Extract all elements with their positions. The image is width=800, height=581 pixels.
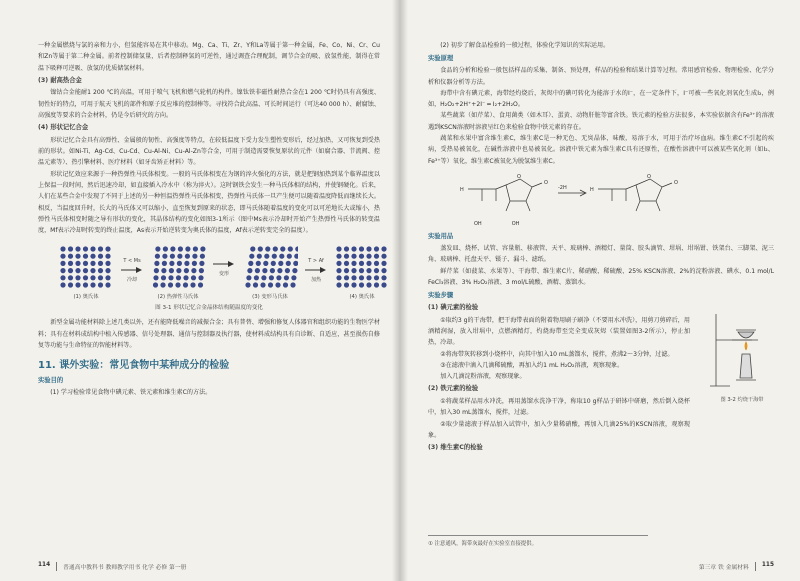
lattice-atom <box>191 276 196 281</box>
lattice-atom <box>279 254 284 259</box>
lattice-atom <box>359 276 364 281</box>
lattice-atom <box>264 254 269 259</box>
lattice-atom <box>68 261 73 266</box>
lattice-atom <box>75 268 80 273</box>
lattice-atom <box>199 268 204 273</box>
figure-caption: 图 3-2 灼烧干海带 <box>720 397 764 404</box>
lattice-atom <box>283 283 288 288</box>
lattice-atom <box>351 276 356 281</box>
lattice-atom <box>162 254 167 259</box>
lattice-atom <box>280 247 285 252</box>
lattice-atom <box>374 254 379 259</box>
lattice-atom <box>90 247 95 252</box>
lattice-atom <box>250 247 255 252</box>
page-number: 115 <box>761 562 774 568</box>
paragraph: 新型金属功能材料除上述几类以外，还有能降低噪音的减振合金；具有普替、增强和修复人体器官和组织功能的生物医学材料；具有在材料成结构中植入传感器、信号处理器、通信与控制器及执行器，使材料成结构具有自诊断、自适应，甚至损伤自修复等功能与生命特征的智能材料等。 <box>38 319 380 350</box>
principle-heading: 实验原理 <box>428 55 454 63</box>
lattice-atom <box>163 247 168 252</box>
lattice-atom <box>176 268 181 273</box>
lattice-atom <box>271 261 276 266</box>
lattice-label: (2) 热弹性马氏体 <box>157 294 199 301</box>
lattice-atom <box>90 254 95 259</box>
lattice-atom <box>98 261 103 266</box>
crucible-figure <box>706 310 778 403</box>
lattice-atom <box>374 268 379 273</box>
lattice-atom <box>90 261 95 266</box>
lattice-atom <box>184 268 189 273</box>
lattice-atom <box>169 261 174 266</box>
lattice-atom <box>344 283 349 288</box>
lattice-atom <box>255 268 260 273</box>
lattice-atom <box>286 261 291 266</box>
lattice-label: (4) 奥氏体 <box>349 294 375 301</box>
step-heading: (2) 铁元素的检验 <box>428 385 479 393</box>
lattice-atom <box>161 268 166 273</box>
lattice-atom <box>75 276 80 281</box>
lattice-atom <box>249 254 254 259</box>
lattice-atom <box>98 276 103 281</box>
lattice-atom <box>105 247 110 252</box>
paragraph: ①取约3 g的干海带，把干海带表面的附着物用刷子刷净（不要用水冲洗），用剪刀剪碎后，用酒精润湿，放入坩埚中，点燃酒精灯，灼烧海带至完全变成灰烬（装置如图3-2所示），停止加热，冷却。 <box>428 316 690 347</box>
lattice-atom <box>98 247 103 252</box>
lattice-figure <box>58 244 380 300</box>
lattice-atom <box>344 247 349 252</box>
lattice-atom <box>162 261 167 266</box>
lattice-atom <box>247 268 252 273</box>
lattice-austenite <box>58 244 114 300</box>
lattice-atom <box>260 283 265 288</box>
lattice-atom <box>359 268 364 273</box>
lattice-atom <box>75 254 80 259</box>
arrow-condition: T < Ms <box>123 258 141 265</box>
lattice-atom <box>359 247 364 252</box>
lattice-atom <box>176 276 181 281</box>
lattice-atom <box>292 268 297 273</box>
lattice-atom <box>284 276 289 281</box>
vitamin-c-structure <box>458 171 774 227</box>
lattice-austenite-final <box>334 244 390 300</box>
lattice-atom <box>98 283 103 288</box>
lattice-atom <box>60 268 65 273</box>
svg-text:O: O <box>544 179 548 186</box>
lattice-atom <box>192 261 197 266</box>
lattice-atom <box>275 283 280 288</box>
lattice-atom <box>170 247 175 252</box>
lattice-grid-icon <box>242 244 298 290</box>
arrow-heat <box>304 258 328 283</box>
lattice-atom <box>60 261 65 266</box>
book-title: 普通高中教科书 教师教学用书 化学 必修 第一册 <box>56 562 186 571</box>
lattice-atom <box>193 247 198 252</box>
lattice-grid-icon <box>58 244 114 290</box>
lattice-atom <box>160 283 165 288</box>
crucible-apparatus-icon <box>706 310 778 390</box>
lattice-atom <box>336 276 341 281</box>
lattice-atom <box>185 254 190 259</box>
section-title: 11. 课外实验：常见食物中某种成分的检验 <box>38 360 230 372</box>
lattice-atom <box>344 268 349 273</box>
lattice-atom <box>198 283 203 288</box>
lattice-atom <box>381 268 386 273</box>
paragraph: ③在滤液中滴入几滴稀硫酸，再加入约1 mL H₂O₂溶液，观察现象。 <box>440 361 624 369</box>
lattice-atom <box>248 261 253 266</box>
lattice-atom <box>273 247 278 252</box>
paragraph: (1) 学习检验常见食物中碘元素、铁元素和维生素C的方法。 <box>50 389 212 397</box>
lattice-atom <box>75 247 80 252</box>
svg-text:H: H <box>460 186 464 193</box>
materials-heading: 实验用品 <box>428 232 454 240</box>
lattice-atom <box>98 254 103 259</box>
lattice-atom <box>288 247 293 252</box>
lattice-label: (3) 变形马氏体 <box>252 294 288 301</box>
lattice-atom <box>336 247 341 252</box>
lattice-atom <box>184 261 189 266</box>
lattice-atom <box>295 247 298 252</box>
lattice-atom <box>60 247 65 252</box>
lattice-atom <box>170 254 175 259</box>
book-gutter <box>392 0 408 581</box>
lattice-label: (1) 奥氏体 <box>73 294 99 301</box>
lattice-atom <box>198 276 203 281</box>
lattice-atom <box>60 276 65 281</box>
lattice-atom <box>374 283 379 288</box>
struct-label: OH <box>511 220 520 227</box>
lattice-atom <box>168 283 173 288</box>
lattice-atom <box>278 261 283 266</box>
lattice-atom <box>68 254 73 259</box>
page-footer-left <box>38 562 186 571</box>
lattice-atom <box>168 276 173 281</box>
lattice-atom <box>245 283 250 288</box>
lattice-atom <box>169 268 174 273</box>
lattice-grid-icon <box>150 244 206 290</box>
lattice-atom <box>381 276 386 281</box>
lattice-atom <box>254 276 259 281</box>
lattice-atom <box>291 276 296 281</box>
right-page <box>400 0 800 581</box>
lattice-atom <box>336 268 341 273</box>
lattice-atom <box>344 261 349 266</box>
lattice-atom <box>265 247 270 252</box>
steps-heading: 实验步骤 <box>428 292 454 300</box>
lattice-atom <box>261 276 266 281</box>
lattice-atom <box>192 254 197 259</box>
paragraph: 镍钴合金能耐1 200 ℃的高温，可用于喷气飞机和燃气轮机的构件。镍钛铁非磁性耐热合金在1 200 ℃时仍具有高强度、韧性好的特点，可用于航天飞机的部件和原子反应堆的控制棒等。寻找符合此高温、可长时间运行（可达40 000 h）、耐腐蚀、高强度等要求的合金材料，仍是今后研究的方向。 <box>38 89 380 119</box>
right-arrow-icon <box>120 264 144 276</box>
lattice-atom <box>83 247 88 252</box>
svg-text:O: O <box>517 173 521 180</box>
lattice-atom <box>381 247 386 252</box>
lattice-atom <box>83 283 88 288</box>
subsection-heading: (3) 耐高热合金 <box>38 76 82 84</box>
lattice-atom <box>200 247 205 252</box>
step-heading: (1) 碘元素的检验 <box>428 304 479 312</box>
arrow-action: 变形 <box>218 271 229 278</box>
lattice-atom <box>268 283 273 288</box>
lattice-atom <box>359 254 364 259</box>
lattice-atom <box>90 283 95 288</box>
paragraph: ②将海带灰转移到小烧杯中，向其中加入10 mL蒸馏水，搅拌，煮沸2～3分钟，过滤。 <box>440 350 674 358</box>
step-heading: (3) 维生素C的检验 <box>428 444 483 452</box>
lattice-atom <box>270 268 275 273</box>
lattice-atom <box>253 283 258 288</box>
lattice-atom <box>183 283 188 288</box>
lattice-atom <box>287 254 292 259</box>
lattice-atom <box>177 254 182 259</box>
arrow-action: 冷却 <box>126 277 137 284</box>
lattice-atom <box>153 283 158 288</box>
lattice-atom <box>336 261 341 266</box>
lattice-atom <box>336 254 341 259</box>
lattice-atom <box>190 283 195 288</box>
lattice-atom <box>351 261 356 266</box>
lattice-atom <box>154 261 159 266</box>
chapter-title: 第三章 铁 金属材料 <box>699 562 756 571</box>
lattice-atom <box>200 254 205 259</box>
arrow-condition: T > Af <box>308 258 324 265</box>
lattice-atom <box>366 268 371 273</box>
lattice-atom <box>175 283 180 288</box>
svg-text:-2H: -2H <box>558 184 567 191</box>
lattice-atom <box>374 276 379 281</box>
lattice-atom <box>68 268 73 273</box>
lattice-atom <box>257 254 262 259</box>
lattice-atom <box>83 276 88 281</box>
svg-text:O: O <box>674 179 678 186</box>
lattice-atom <box>290 283 295 288</box>
lattice-atom <box>263 261 268 266</box>
lattice-atom <box>276 276 281 281</box>
lattice-atom <box>269 276 274 281</box>
right-arrow-icon <box>304 264 328 276</box>
paragraph: 某些蔬菜（如芹菜）、食用菌类（如木耳）、蛋黄、动物肝脏等富含铁。铁元素的检验方法很多，本实验依据含有Fe³⁺的溶液遇到KSCN溶液时溶液呈红色来检验食物中铁元素的存在。 <box>428 112 774 131</box>
paragraph: 鲜芹菜（如菠菜、水果等）、干海带、维生素C片、稀硝酸、稀硫酸、25% KSCN溶液、2%的淀粉溶液、碘水、0.1 mol/L FeCl₃溶液、3% H₂O₂溶液、3 mol/L硫酸、酒精、蒸馏水。 <box>428 267 774 286</box>
lattice-atom <box>294 254 298 259</box>
lattice-atom <box>90 268 95 273</box>
lattice-atom <box>351 254 356 259</box>
lattice-atom <box>68 283 73 288</box>
page-footer-right <box>699 562 774 571</box>
lattice-atom <box>366 247 371 252</box>
lattice-atom <box>183 276 188 281</box>
lattice-atom <box>161 276 166 281</box>
lattice-atom <box>374 261 379 266</box>
lattice-atom <box>351 283 356 288</box>
lattice-atom <box>262 268 267 273</box>
lattice-atom <box>75 283 80 288</box>
lattice-atom <box>90 276 95 281</box>
goal-heading: 实验目的 <box>38 377 64 385</box>
lattice-atom <box>366 254 371 259</box>
lattice-atom <box>60 254 65 259</box>
lattice-atom <box>199 261 204 266</box>
arrow-deform <box>212 258 236 277</box>
paragraph: 形状记忆合金具有高弹性、金属般的韧性、高强度等特点，在较低温度下受力发生塑性变形后，经过加热，又可恢复到受热前的形状。如Ni-Ti、Ag-Cd、Cu-Cd、Cu-Al-Ni、Cu-Al-Zn等合金，可用于制造需要恢复原状的元件（如腐合器、节流阀、控温元素等）、热引擎材料、医疗材料（如牙齿矫正材料）等。 <box>38 136 380 167</box>
paragraph: 形状记忆效应来源于一种热弹性马氏体相变。一般的马氏体相变在为钢的淬火强化的方法，就是把钢加热到某个临界温度以上保温一段时间，然后迅速冷却，如直接插入冷水中（称为淬火）。这时钢铁会发生一种马氏体相的结构，并使钢硬化。后来，人们在某些合金中发现了不同于上述的另一种恒温热弹性马氏体相变，热弹性马氏体一旦产生便可以随着温度降低而继续长大。相反，当温度回升时，长大的马氏体又可以缩小，直至恢复到原来的状态，即马氏体随着温度的变化可以可逆地长大或缩小，热弹性马氏体相变时随之导有形状的变化，其晶体结构的变化如图3-1所示（图中Ms表示冷却时开始产生热弹性马氏体的转变温度，Mf表示冷却时转变的终止温度，As表示开始逆转变为奥氏体的温度，Af表示逆转变完全的温度）。 <box>38 170 380 235</box>
lattice-atom <box>105 254 110 259</box>
lattice-atom <box>381 254 386 259</box>
lattice-atom <box>155 247 160 252</box>
lattice-atom <box>366 283 371 288</box>
reaction-structure-icon <box>458 171 708 217</box>
paragraph: 一种金属燃烧与氯的亲和力小，但氢能容易在其中移动。Mg、Ca、Ti、Zr、Y和La等属于第一种金属，Fe、Co、Ni、Cr、Cu和Zn等属于第二种金属。前者控制储氢量，后者控制释氢的可逆性，通过调查合理配制，调节合金的吸、放氢性能，制得在常温下吸释可逆吸、放氢的优质储氢材料。 <box>38 42 380 72</box>
lattice-atom <box>98 268 103 273</box>
lattice-atom <box>154 268 159 273</box>
lattice-atom <box>155 254 160 259</box>
lattice-atom <box>366 276 371 281</box>
figure-caption: 图 3-1 形状记忆合金晶体结构随温度的变化 <box>155 305 263 312</box>
lattice-atom <box>359 283 364 288</box>
paragraph: 蔬菜和水果中富含维生素C，维生素C是一种无色、无臭晶体，味酸，易溶于水，可用于治疗坏血病。维生素C不引起的疾病，受热易被氧化，在碱性溶液中也易被氧化。溶液中铁元素为维生素C具有还原性，在酸性溶液中可以被某些氧化剂（如I₂、Fe³⁺等）氧化，维生素C被氧化为脱氢维生素C。 <box>428 135 774 165</box>
paragraph: (2) 初步了解食品检验的一般过程，体验化学知识的实际运用。 <box>440 42 610 49</box>
paragraph: 海带中含有碘元素，海带经灼烧后，灰烬中的碘可转化为能溶于水的I⁻，在一定条件下，I⁻可被一些氧化剂氧化生成I₂，例如，H₂O₂+2H⁺+2I⁻ ═ I₂+2H₂O。 <box>428 89 774 109</box>
lattice-atom <box>105 283 110 288</box>
right-arrow-icon <box>212 258 236 270</box>
lattice-atom <box>374 247 379 252</box>
lattice-atom <box>277 268 282 273</box>
paragraph: 蒸发皿、烧杯、试管、容量瓶、移液管、天平、玻璃棒、酒精灯、量筒、胶头滴管、坩埚、坩埚钳、铁架台、三脚架、泥三角、玻璃棒、托盘天平、镊子、漏斗、滤纸。 <box>428 244 774 264</box>
lattice-atom <box>68 247 73 252</box>
lattice-atom <box>60 283 65 288</box>
lattice-atom <box>177 261 182 266</box>
lattice-atom <box>351 268 356 273</box>
lattice-atom <box>191 268 196 273</box>
lattice-atom <box>366 261 371 266</box>
lattice-atom <box>185 247 190 252</box>
paragraph: ②取少量滤液于样品加入试管中，加入少量稀硝酸，再加入几滴25%的KSCN溶液，观察现象。 <box>428 420 690 439</box>
lattice-atom <box>359 261 364 266</box>
lattice-atom <box>246 276 251 281</box>
lattice-martensite <box>150 244 206 300</box>
lattice-atom <box>83 261 88 266</box>
lattice-atom <box>285 268 290 273</box>
lattice-atom <box>344 254 349 259</box>
lattice-deformed <box>242 244 298 300</box>
lattice-atom <box>75 261 80 266</box>
lattice-atom <box>256 261 261 266</box>
arrow-cool <box>120 258 144 283</box>
lattice-atom <box>381 261 386 266</box>
subsection-heading: (4) 形状记忆合金 <box>38 124 89 132</box>
struct-label: OH <box>474 220 482 227</box>
svg-text:O: O <box>647 173 651 180</box>
page-number: 114 <box>38 562 51 568</box>
lattice-atom <box>83 268 88 273</box>
arrow-action: 加热 <box>310 277 321 284</box>
svg-text:H: H <box>590 186 594 193</box>
steps-block <box>428 302 774 453</box>
lattice-atom <box>336 283 341 288</box>
lattice-atom <box>381 283 386 288</box>
lattice-atom <box>105 276 110 281</box>
lattice-atom <box>344 276 349 281</box>
lattice-atom <box>272 254 277 259</box>
lattice-atom <box>258 247 263 252</box>
lattice-atom <box>68 276 73 281</box>
lattice-atom <box>83 254 88 259</box>
lattice-atom <box>178 247 183 252</box>
footnote: ① 注意通风，海带灰最好在实验室直接提供。 <box>428 535 648 547</box>
lattice-atom <box>105 268 110 273</box>
paragraph: 食品的分析和检验一般包括样品的采集、制备、预处理，样品的检验和结果计算等过程。常用感官检验、物理检验、化学分析和仪器分析等方法。 <box>428 67 774 86</box>
paragraph: 加入几滴淀粉溶液，观察现象。 <box>440 373 526 381</box>
lattice-atom <box>293 261 298 266</box>
lattice-atom <box>351 247 356 252</box>
lattice-grid-icon <box>334 244 390 290</box>
lattice-atom <box>105 261 110 266</box>
lattice-atom <box>153 276 158 281</box>
paragraph: ①将蔬菜样品用水冲洗，再用蒸馏水洗净干净，称取10 g样品于研钵中研磨，然后倒入烧杯中，加入30 mL蒸馏水，搅拌，过滤。 <box>428 397 690 417</box>
